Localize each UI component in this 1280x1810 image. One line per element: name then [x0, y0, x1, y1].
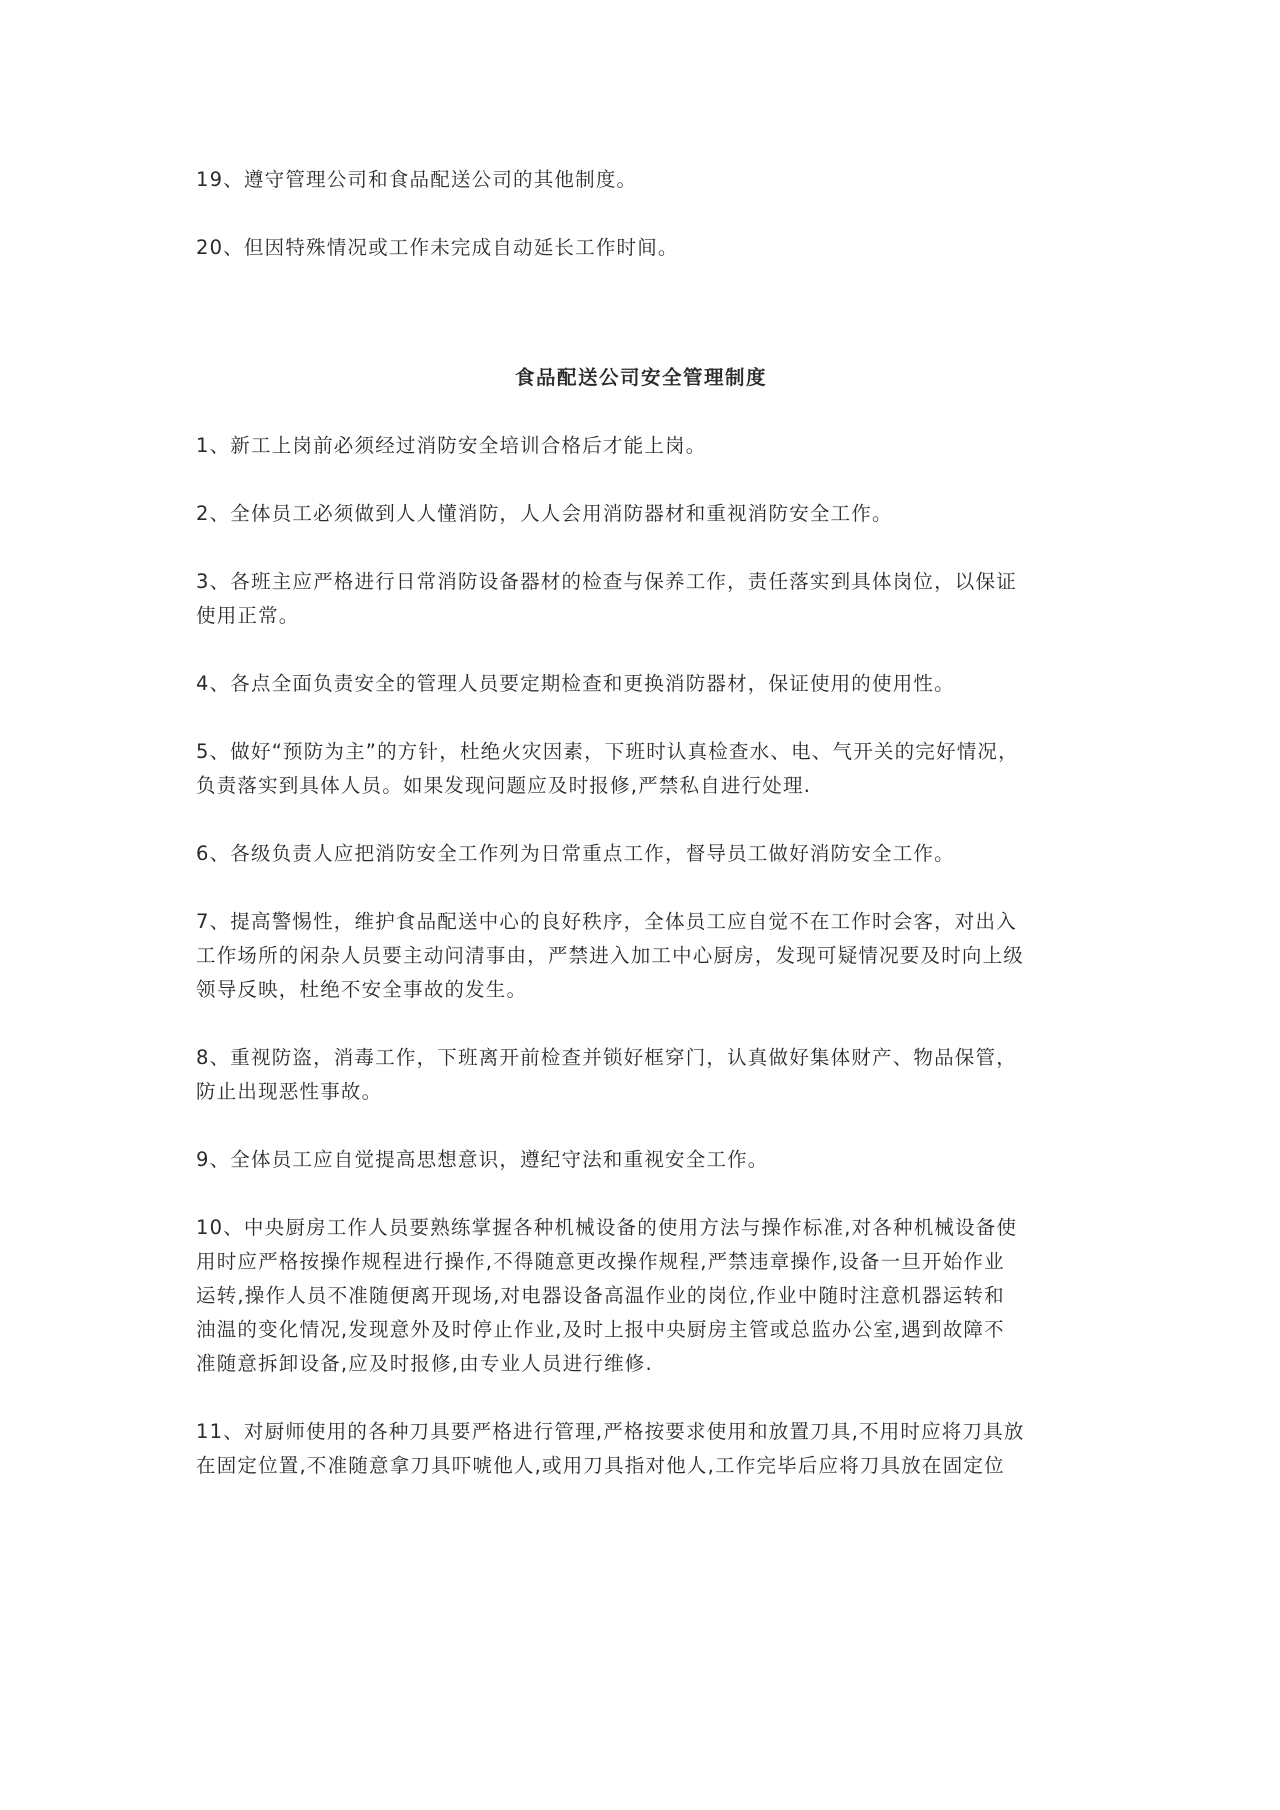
- paragraph-line: 19、遵守管理公司和食品配送公司的其他制度。: [196, 168, 638, 191]
- spacer: [196, 1007, 1086, 1041]
- paragraph-line: 使用正常。: [196, 604, 300, 627]
- item-1: [196, 429, 1086, 463]
- spacer: [196, 531, 1086, 565]
- paragraph-line: 9、全体员工应自觉提高思想意识，遵纪守法和重视安全工作。: [196, 1148, 769, 1171]
- spacer: [196, 701, 1086, 735]
- paragraph-line: 防止出现恶性事故。: [196, 1080, 383, 1103]
- item-9: [196, 1143, 1086, 1177]
- paragraph-line: 5、做好“预防为主”的方针，杜绝火灾因素，下班时认真检查水、电、气开关的完好情况，: [196, 740, 1019, 763]
- paragraph-line: 10、中央厨房工作人员要熟练掌握各种机械设备的使用方法与操作标准,对各种机械设备使: [196, 1216, 1018, 1239]
- paragraph-line: 2、全体员工必须做到人人懂消防，人人会用消防器材和重视消防安全工作。: [196, 502, 893, 525]
- item-4: [196, 667, 1086, 701]
- intro-item-20: [196, 231, 1086, 265]
- paragraph-line: 在固定位置,不准随意拿刀具吓唬他人,或用刀具指对他人,工作完毕后应将刀具放在固定位: [196, 1454, 1005, 1477]
- paragraph-line: 20、但因特殊情况或工作未完成自动延长工作时间。: [196, 236, 679, 259]
- paragraph-line: 4、各点全面负责安全的管理人员要定期检查和更换消防器材，保证使用的使用性。: [196, 672, 955, 695]
- paragraph-line: 1、新工上岗前必须经过消防安全培训合格后才能上岗。: [196, 434, 707, 457]
- spacer: [196, 197, 1086, 231]
- paragraph-line: 7、提高警惕性，维护食品配送中心的良好秩序，全体员工应自觉不在工作时会客，对出入: [196, 910, 1017, 933]
- paragraph-line: 负责落实到具体人员。如果发现问题应及时报修,严禁私自进行处理.: [196, 774, 812, 797]
- item-6: [196, 837, 1086, 871]
- item-2: [196, 497, 1086, 531]
- document-body: [196, 163, 1086, 1483]
- section-title: 食品配送公司安全管理制度: [514, 366, 767, 389]
- item-3: [196, 565, 1086, 633]
- spacer: [196, 1381, 1086, 1415]
- item-8: [196, 1041, 1086, 1109]
- item-11: [196, 1415, 1086, 1483]
- paragraph-line: 油温的变化情况,发现意外及时停止作业,及时上报中央厨房主管或总监办公室,遇到故障不: [196, 1318, 1005, 1341]
- paragraph-line: 领导反映，杜绝不安全事故的发生。: [196, 978, 528, 1001]
- spacer: [196, 1177, 1086, 1211]
- paragraph-line: 8、重视防盗，消毒工作，下班离开前检查并锁好框穿门，认真做好集体财产、物品保管，: [196, 1046, 1017, 1069]
- section-spacer: [196, 265, 1086, 361]
- paragraph-line: 6、各级负责人应把消防安全工作列为日常重点工作，督导员工做好消防安全工作。: [196, 842, 955, 865]
- spacer: [196, 871, 1086, 905]
- paragraph-line: 3、各班主应严格进行日常消防设备器材的检查与保养工作，责任落实到具体岗位，以保证: [196, 570, 1017, 593]
- item-10: [196, 1211, 1086, 1381]
- spacer: [196, 463, 1086, 497]
- paragraph-line: 工作场所的闲杂人员要主动问清事由，严禁进入加工中心厨房，发现可疑情况要及时向上级: [196, 944, 1025, 967]
- paragraph-line: 11、对厨师使用的各种刀具要严格进行管理,严格按要求使用和放置刀具,不用时应将刀具放: [196, 1420, 1025, 1443]
- spacer: [196, 633, 1086, 667]
- item-5: [196, 735, 1086, 803]
- intro-item-19: [196, 163, 1086, 197]
- paragraph-line: 准随意拆卸设备,应及时报修,由专业人员进行维修.: [196, 1352, 653, 1375]
- item-7: [196, 905, 1086, 1007]
- spacer: [196, 395, 1086, 429]
- spacer: [196, 1109, 1086, 1143]
- paragraph-line: 用时应严格按操作规程进行操作,不得随意更改操作规程,严禁违章操作,设备一旦开始作业: [196, 1250, 1005, 1273]
- paragraph-line: 运转,操作人员不准随便离开现场,对电器设备高温作业的岗位,作业中随时注意机器运转和: [196, 1284, 1005, 1307]
- spacer: [196, 803, 1086, 837]
